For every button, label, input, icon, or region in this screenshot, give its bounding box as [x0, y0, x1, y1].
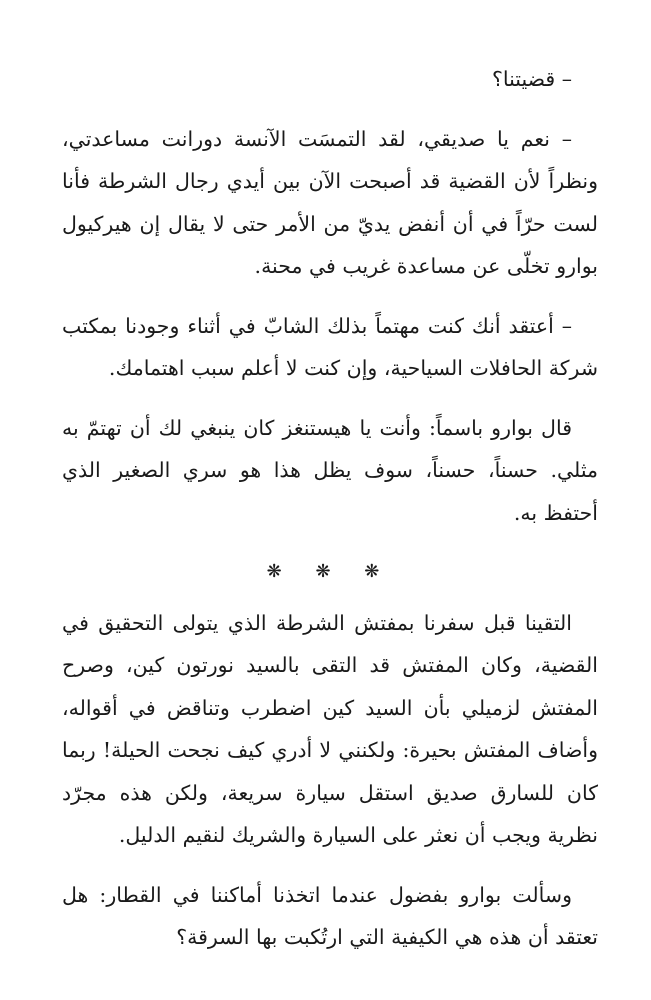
- dialogue-paragraph-3: – أعتقد أنك كنت مهتماً بذلك الشابّ في أثناء وجودنا بمكتب شركة الحافلات السياحية، وإن كنت لا أعلم سبب اهتمامك.: [62, 313, 598, 380]
- narration-paragraph-1: قال بوارو باسماً: وأنت يا هيستنغز كان ينبغي لك أن تهتمّ به مثلي. حسناً، حسناً، سوف يظل هذا هو سري الصغير الذي أحتفظ به.: [62, 415, 598, 525]
- section-separator: ❋ ❋ ❋: [266, 561, 394, 582]
- narration-paragraph-3: وسألت بوارو بفضول عندما اتخذنا أماكننا في القطار: هل تعتقد أن هذه هي الكيفية التي ارتُكبت بها السرقة؟: [62, 882, 598, 949]
- dialogue-paragraph-2: – نعم يا صديقي، لقد التمسَت الآنسة دورانت مساعدتي، ونظراً لأن القضية قد أصبحت الآن بين أيدي رجال الشرطة فأنا لست حرّاً في أن أنفض يديّ من الأمر حتى لا يقال إن هيركيول بوارو تخلّى عن مساعدة غريب في محنة.: [62, 126, 598, 278]
- dialogue-paragraph-1: – قضيتنا؟: [491, 67, 572, 91]
- book-page: [62, 58, 598, 976]
- narration-paragraph-2: التقينا قبل سفرنا بمفتش الشرطة الذي يتولى التحقيق في القضية، وكان المفتش قد التقى بالسيد نورتون كين، وصرح المفتش لزميلي بأن السيد كين اضطرب وتناقض في أقواله، وأضاف المفتش بحيرة: ولكنني لا أدري كيف نجحت الحيلة! ربما كان للسارق صديق استقل سيارة سريعة، ولكن هذه مجرّد نظرية ويجب أن نعثر على السيارة والشريك لنقيم الدليل.: [62, 610, 598, 847]
